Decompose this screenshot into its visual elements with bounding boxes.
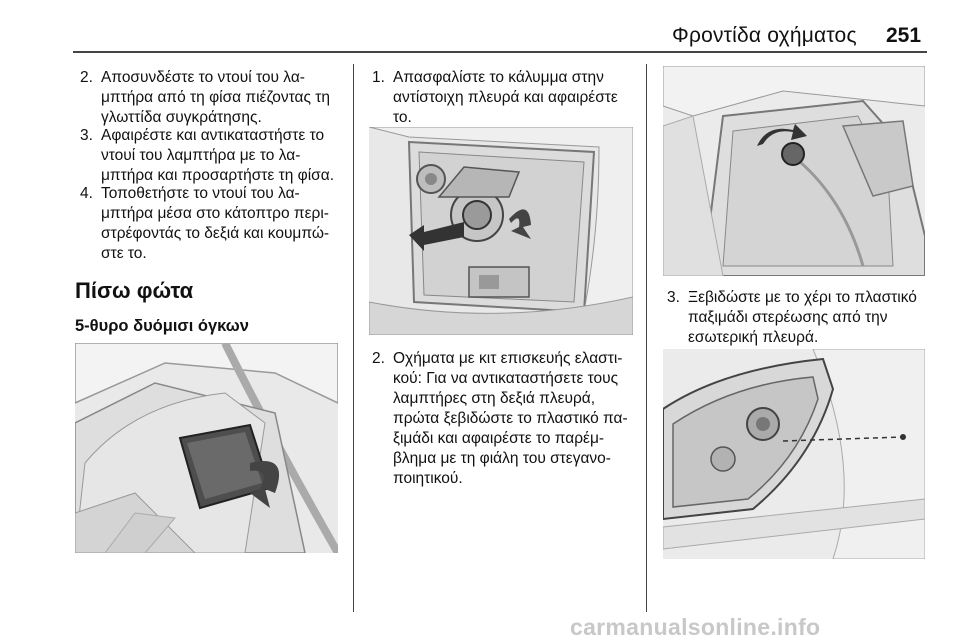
step-number: 1. (372, 69, 385, 86)
step-text: Αφαιρέστε και αντικαταστήστε το ντουί του λαμπτήρα με το λα- μπτήρα και προσαρτήστε τη φίσα. (101, 127, 335, 184)
step-text: Ξεβιδώστε με το χέρι το πλαστικό παξιμάδι στερέωσης από την εσωτερική πλευρά. (688, 289, 917, 346)
header-divider (73, 51, 927, 53)
page-number: 251 (886, 24, 922, 47)
step-text: Τοποθετήστε το ντουί του λα- μπτήρα μέσα στο κάτοπτρο περι- στρέφοντάς το δεξιά και κουμπώ- στε το. (101, 185, 330, 262)
lamp-unit-illustration (369, 127, 633, 335)
column-divider-left (353, 64, 354, 612)
step-number: 4. (80, 185, 93, 202)
figure-unscrew-nut (663, 66, 925, 276)
watermark: carmanualsonline.info (570, 614, 821, 640)
step-text: Απασφαλίστε το κάλυμμα στην αντίστοιχη πλευρά και αφαιρέστε το. (393, 69, 618, 126)
unscrew-nut-illustration (663, 66, 925, 276)
figure-trunk-cover (75, 343, 338, 553)
step-text: Αποσυνδέστε το ντουί του λα- μπτήρα από τη φίσα πιέζοντας τη γλωττίδα συγκράτησης. (101, 69, 331, 126)
subsection-title: 5-θυρο δυόμισι όγκων (75, 317, 249, 335)
step-number: 3. (667, 289, 680, 306)
step-text: Οχήματα με κιτ επισκευής ελαστι- κού: Για να αντικαταστήσετε τους λαμπτήρες στη δεξιά πλευρά, πρώτα ξεβιδώστε το πλαστικό πα- ξιμάδι και αφαιρέστε το παρέμ- βλημα με τη φιάλη του στεγανο- ποιητικού. (393, 350, 628, 487)
column-divider-right (646, 64, 647, 612)
figure-tail-lamp-removed (663, 349, 925, 559)
step-number: 3. (80, 127, 93, 144)
section-title: Πίσω φώτα (75, 278, 194, 303)
tail-lamp-illustration (663, 349, 925, 559)
step-number: 2. (80, 69, 93, 86)
page-header-title: Φροντίδα οχήματος (672, 24, 857, 47)
step-number: 2. (372, 350, 385, 367)
trunk-cover-illustration (75, 343, 338, 553)
figure-lamp-unit (369, 127, 633, 335)
